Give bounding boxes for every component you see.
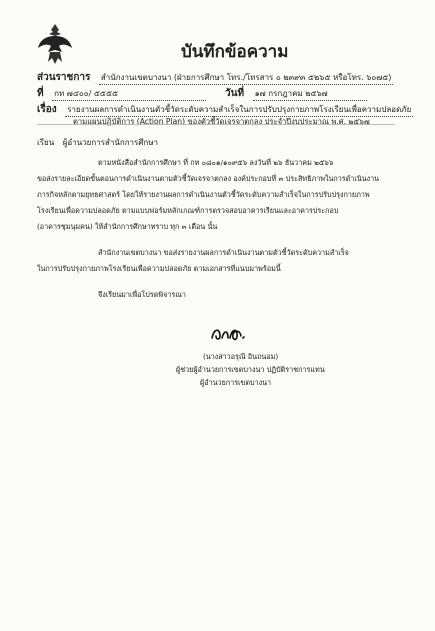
- to-row: [37, 136, 158, 149]
- ref-value: กท ๗๔๐๐/ ๕๕๕๕: [52, 87, 206, 101]
- para1-line: โรงเรียนเพื่อความปลอดภัย ตามแบบฟอร์มหลักเกณฑ์การตรวจสอบอาคารเรียนและอาคารประกอบ: [37, 206, 339, 215]
- para2-line: สำนักงานเขตบางนา ขอส่งรายงานผลการดำเนินงานตามตัวชี้วัดระดับความสำเร็จ: [98, 248, 349, 257]
- to-label: เรียน: [37, 138, 55, 147]
- dept-label: ส่วนราชการ: [37, 72, 91, 83]
- signature-mark: [210, 322, 250, 344]
- subject-line1: รายงานผลการดำเนินงานตัวชี้วัดระดับความสำเร็จในการปรับปรุงกายภาพโรงเรียนเพื่อความปลอดภัย: [65, 103, 413, 117]
- para1-line: ภารกิจหลักตามยุทธศาสตร์ โดยให้รายงานผลการดำเนินงานตัวชี้วัดระดับความสำเร็จในการปรับปรุงกายภาพ: [37, 190, 370, 199]
- para1-line: (อาคารชุมนุมคน) ให้สำนักการศึกษาทราบ ทุก ๓ เดือน นั้น: [37, 222, 218, 231]
- signer-position: ผู้อำนวยการเขตบางนา: [200, 378, 272, 387]
- garuda-emblem-icon: [36, 22, 74, 66]
- date-value: ๑๗ กรกฎาคม ๒๕๖๗: [253, 87, 367, 101]
- dept-row: [37, 70, 393, 85]
- subject-label: เรื่อง: [37, 104, 57, 115]
- to-value: ผู้อำนวยการสำนักการศึกษา: [62, 138, 159, 147]
- signer-name: (นางสาวอรุณี อินถนอม): [203, 352, 279, 361]
- signer-position: ผู้ช่วยผู้อำนวยการเขตบางนา ปฏิบัติราชการแทน: [176, 365, 325, 374]
- date-label: วันที่: [225, 88, 245, 99]
- para1-line: ตามหนังสือสำนักการศึกษา ที่ กท ๐๘๐๑/๑๐๙๕๖ ลงวันที่ ๒๖ ธันวาคม ๒๕๖๖: [98, 158, 334, 167]
- subject-row: [37, 102, 413, 117]
- para1-line: ขอส่งรายละเอียดขั้นตอนการดำเนินงานตามตัวชี้วัดเจรจาตกลง องค์ประกอบที่ ๓ ประสิทธิภาพในการดำเนินงาน: [37, 174, 380, 183]
- dept-value: สำนักงานเขตบางนา (ฝ่ายการศึกษา โทร./โทรสาร ๐ ๒๓๙๓ ๕๒๖๕ หรือโทร. ๖๐๗๕): [99, 71, 394, 85]
- date-row: [225, 86, 367, 101]
- ref-row: [37, 86, 206, 101]
- closing-text: จึงเรียนมาเพื่อโปรดพิจารณา: [98, 290, 186, 299]
- memo-title: บันทึกข้อความ: [181, 42, 289, 62]
- ref-label: ที่: [37, 88, 44, 99]
- para2-line: ในการปรับปรุงกายภาพโรงเรียนเพื่อความปลอดภัย ตามเอกสารที่แนบมาพร้อมนี้: [37, 264, 281, 273]
- header-divider: [37, 124, 395, 125]
- subject-line2: ตามแผนปฏิบัติการ (Action Plan) ของตัวชี้วัดเจรจาตกลง ประจำปีงบประมาณ พ.ศ. ๒๕๖๗: [73, 117, 370, 126]
